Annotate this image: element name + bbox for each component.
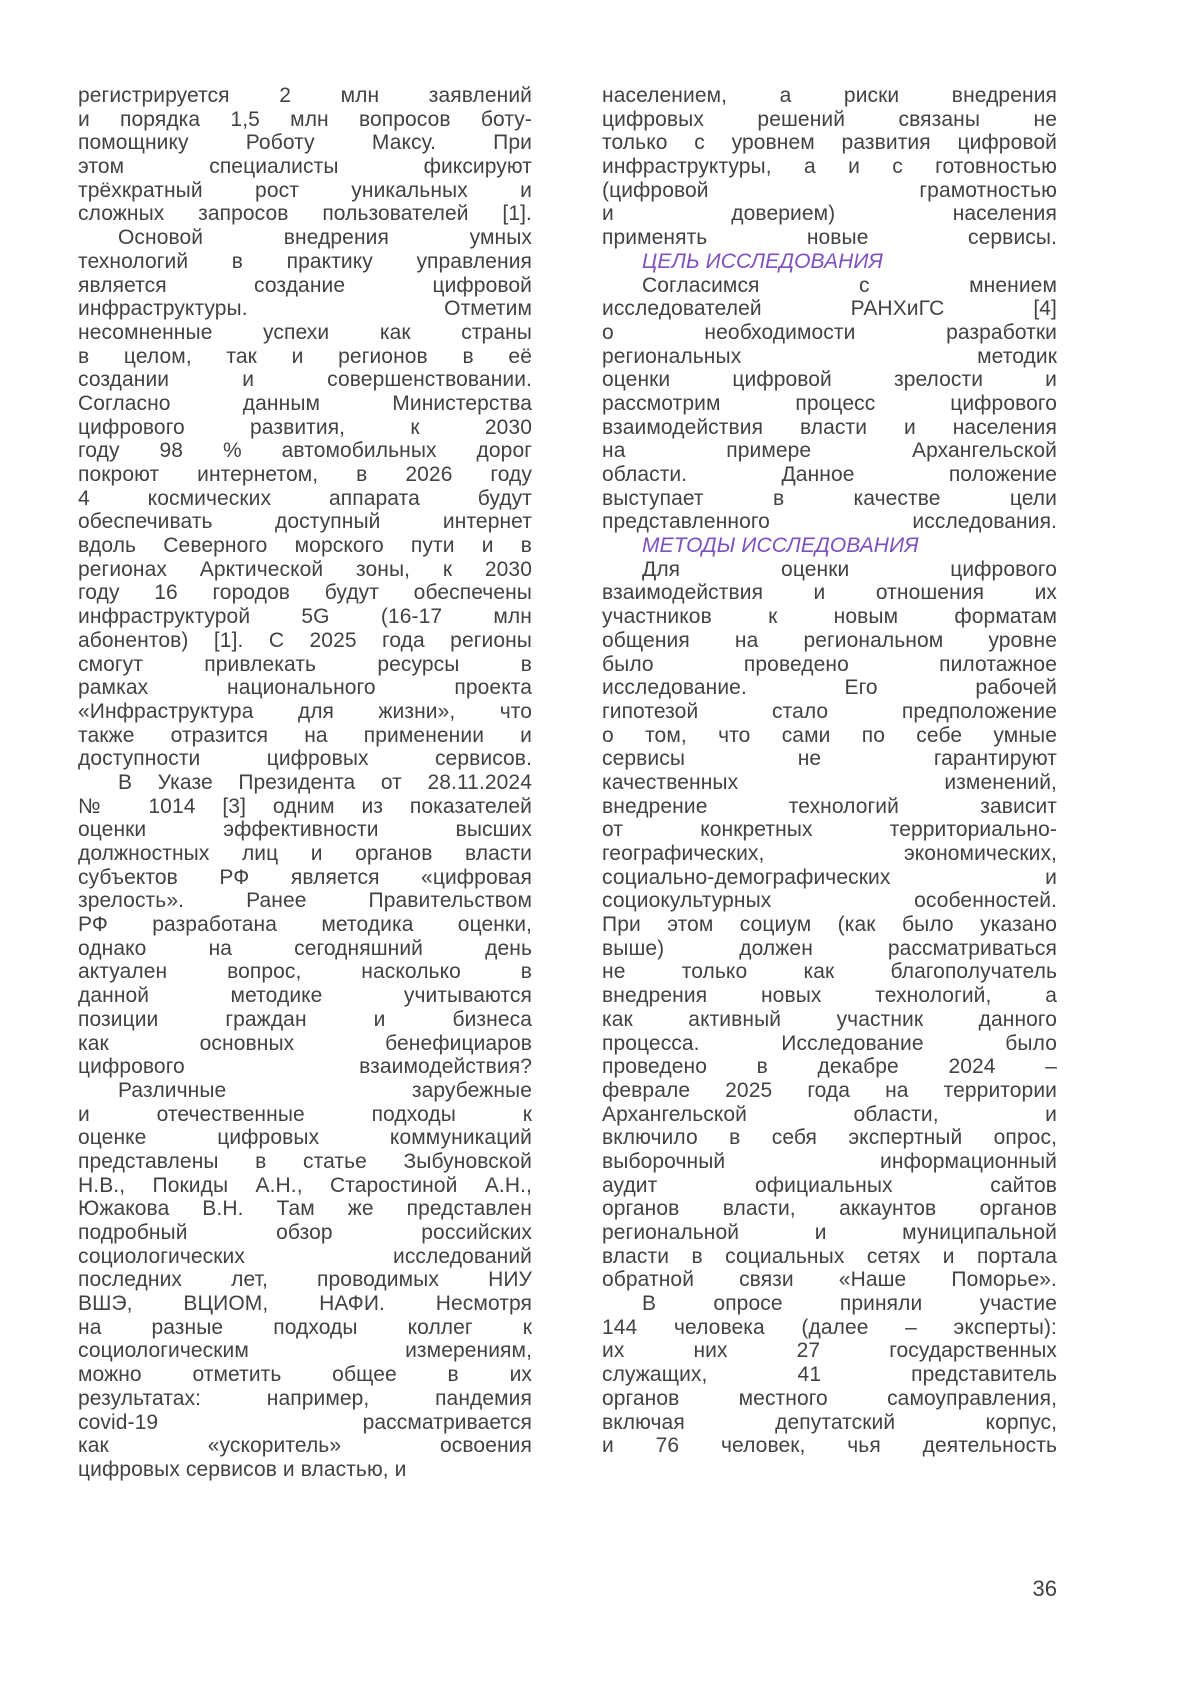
text-line: как основных бенефициаров xyxy=(78,1031,532,1055)
text-line: covid-19 рассматривается xyxy=(78,1410,532,1434)
text-line: можно отметить общее в их xyxy=(78,1363,532,1387)
text-line: актуален вопрос, насколько в xyxy=(78,960,532,984)
text-line: на примере Архангельской xyxy=(602,439,1057,463)
text-line: в целом, так и регионов в её xyxy=(78,344,532,368)
text-line: субъектов РФ является «цифровая xyxy=(78,865,532,889)
text-line: (цифровой грамотностью xyxy=(602,178,1057,202)
text-line: внедрение технологий зависит xyxy=(602,794,1057,818)
text-line: гипотезой стало предположение xyxy=(602,699,1057,723)
text-line: населением, а риски внедрения xyxy=(602,84,1057,107)
text-line: участников к новым форматам xyxy=(602,605,1057,629)
text-line: как активный участник данного xyxy=(602,1007,1057,1031)
text-line: В Указе Президента от 28.11.2024 xyxy=(118,770,532,794)
text-line: выступает в качестве цели xyxy=(602,486,1057,510)
text-line: смогут привлекать ресурсы в xyxy=(78,652,532,676)
text-line: Основой внедрения умных xyxy=(118,226,532,250)
text-line: году 98 % автомобильных дорог xyxy=(78,439,532,463)
text-line: применять новые сервисы. xyxy=(602,226,1057,250)
text-line: В опросе приняли участие xyxy=(642,1292,1057,1316)
text-line: процесса. Исследование было xyxy=(602,1031,1057,1055)
right-column xyxy=(602,84,1057,1482)
text-line: органов власти, аккаунтов органов xyxy=(602,1197,1057,1221)
text-line: покроют интернетом, в 2026 году xyxy=(78,463,532,486)
text-line: вдоль Северного морского пути и в xyxy=(78,534,532,558)
text-line: цифровых решений связаны не xyxy=(602,107,1057,131)
text-line: выше) должен рассматриваться xyxy=(602,936,1057,960)
text-line: ВШЭ, ВЦИОМ, НАФИ. Несмотря xyxy=(78,1292,532,1316)
text-line: как «ускоритель» освоения xyxy=(78,1434,532,1458)
two-column-text-body xyxy=(78,84,1057,1482)
text-line: исследование. Его рабочей xyxy=(602,676,1057,700)
text-line: обратной связи «Наше Поморье». xyxy=(602,1268,1057,1292)
text-line: включило в себя экспертный опрос, xyxy=(602,1126,1057,1150)
text-line: цифровых сервисов и властью, и xyxy=(78,1457,407,1481)
text-line: их них 27 государственных xyxy=(602,1339,1057,1363)
text-line: абонентов) [1]. С 2025 года регионы xyxy=(78,628,532,652)
text-line: сложных запросов пользователей [1]. xyxy=(78,202,532,226)
text-line: общения на региональном уровне xyxy=(602,628,1057,652)
text-line: сервисы не гарантируют xyxy=(602,747,1057,771)
text-line: результатах: например, пандемия xyxy=(78,1386,532,1410)
text-line: РФ разработана методика оценки, xyxy=(78,913,532,937)
text-line: технологий в практику управления xyxy=(78,249,532,273)
text-line: 4 космических аппарата будут xyxy=(78,486,532,510)
text-line: также отразится на применении и xyxy=(78,723,532,747)
text-line: и отечественные подходы к xyxy=(78,1102,532,1126)
left-column xyxy=(78,84,532,1482)
text-line: феврале 2025 года на территории xyxy=(602,1078,1057,1102)
text-line: от конкретных территориально- xyxy=(602,818,1057,842)
text-line: области. Данное положение xyxy=(602,463,1057,486)
text-line: зрелость». Ранее Правительством xyxy=(78,889,532,913)
page-number: 36 xyxy=(1032,1576,1057,1601)
text-line: Архангельской области, и xyxy=(602,1102,1057,1126)
text-line: позиции граждан и бизнеса xyxy=(78,1007,532,1031)
text-line: рассмотрим процесс цифрового xyxy=(602,391,1057,415)
text-line: Для оценки цифрового xyxy=(642,557,1057,581)
text-line: инфраструктурой 5G (16-17 млн xyxy=(78,605,532,629)
section-heading: ЦЕЛЬ ИССЛЕДОВАНИЯ xyxy=(642,249,883,273)
text-line: не только как благополучатель xyxy=(602,960,1057,984)
text-line: Н.В., Покиды А.Н., Старостиной А.Н., xyxy=(78,1173,532,1197)
text-line: включая депутатский корпус, xyxy=(602,1410,1057,1434)
text-line: цифрового развития, к 2030 xyxy=(78,415,532,439)
text-line: № 1014 [3] одним из показателей xyxy=(78,794,532,818)
text-line: 144 человека (далее – эксперты): xyxy=(602,1315,1057,1339)
text-line: Согласимся с мнением xyxy=(642,273,1057,297)
text-line: представлены в статье Зыбуновской xyxy=(78,1149,532,1173)
text-line: цифрового взаимодействия? xyxy=(78,1055,532,1079)
text-line: взаимодействия власти и населения xyxy=(602,415,1057,439)
text-line: оценки эффективности высших xyxy=(78,818,532,842)
text-line: власти в социальных сетях и портала xyxy=(602,1244,1057,1268)
text-line: только с уровнем развития цифровой xyxy=(602,131,1057,155)
text-line: этом специалисты фиксируют xyxy=(78,155,532,179)
text-line: данной методике учитываются xyxy=(78,984,532,1008)
text-line: однако на сегодняшний день xyxy=(78,936,532,960)
text-line: выборочный информационный xyxy=(602,1149,1057,1173)
text-line: качественных изменений, xyxy=(602,770,1057,794)
text-line: социально-демографических и xyxy=(602,865,1057,889)
text-line: органов местного самоуправления, xyxy=(602,1386,1057,1410)
text-line: региональной и муниципальной xyxy=(602,1221,1057,1244)
text-line: трёхкратный рост уникальных и xyxy=(78,178,532,202)
text-line: оценке цифровых коммуникаций xyxy=(78,1126,532,1150)
text-line: создании и совершенствовании. xyxy=(78,368,532,392)
text-line: социокультурных особенностей. xyxy=(602,889,1057,913)
text-line: служащих, 41 представитель xyxy=(602,1363,1057,1387)
text-line: обеспечивать доступный интернет xyxy=(78,510,532,534)
text-line: исследователей РАНХиГС [4] xyxy=(602,297,1057,321)
text-line: подробный обзор российских xyxy=(78,1221,532,1244)
text-line: регионах Арктической зоны, к 2030 xyxy=(78,557,532,581)
text-line: внедрения новых технологий, а xyxy=(602,984,1057,1008)
text-line: является создание цифровой xyxy=(78,273,532,297)
text-line: аудит официальных сайтов xyxy=(602,1173,1057,1197)
text-line: оценки цифровой зрелости и xyxy=(602,368,1057,392)
text-line: последних лет, проводимых НИУ xyxy=(78,1268,532,1292)
text-line: региональных методик xyxy=(602,344,1057,368)
text-line: Южакова В.Н. Там же представлен xyxy=(78,1197,532,1221)
text-line: Различные зарубежные xyxy=(118,1078,532,1102)
text-line: Согласно данным Министерства xyxy=(78,391,532,415)
text-line: и доверием) населения xyxy=(602,202,1057,226)
text-line: и 76 человек, чья деятельность xyxy=(602,1434,1057,1458)
text-line: взаимодействия и отношения их xyxy=(602,581,1057,605)
text-line: инфраструктуры, а и с готовностью xyxy=(602,155,1057,179)
text-line: о необходимости разработки xyxy=(602,320,1057,344)
text-line: инфраструктуры. Отметим xyxy=(78,297,532,321)
text-line: географических, экономических, xyxy=(602,842,1057,865)
section-heading: МЕТОДЫ ИССЛЕДОВАНИЯ xyxy=(642,534,919,558)
text-line: При этом социум (как было указано xyxy=(602,913,1057,937)
text-line: помощнику Роботу Максу. При xyxy=(78,131,532,155)
text-line: о том, что сами по себе умные xyxy=(602,723,1057,747)
text-line: представленного исследования. xyxy=(602,510,1057,534)
text-line: году 16 городов будут обеспечены xyxy=(78,581,532,605)
text-line: доступности цифровых сервисов. xyxy=(78,747,532,771)
text-line: проведено в декабре 2024 – xyxy=(602,1055,1057,1079)
text-line: социологическим измерениям, xyxy=(78,1339,532,1363)
text-line: несомненные успехи как страны xyxy=(78,320,532,344)
text-line: должностных лиц и органов власти xyxy=(78,842,532,865)
page-footer xyxy=(78,1577,1057,1601)
text-line: рамках национального проекта xyxy=(78,676,532,700)
text-line: и порядка 1,5 млн вопросов боту- xyxy=(78,107,532,131)
text-line: «Инфраструктура для жизни», что xyxy=(78,699,532,723)
text-line: на разные подходы коллег к xyxy=(78,1315,532,1339)
text-line: регистрируется 2 млн заявлений xyxy=(78,84,532,107)
text-line: было проведено пилотажное xyxy=(602,652,1057,676)
text-line: социологических исследований xyxy=(78,1244,532,1268)
